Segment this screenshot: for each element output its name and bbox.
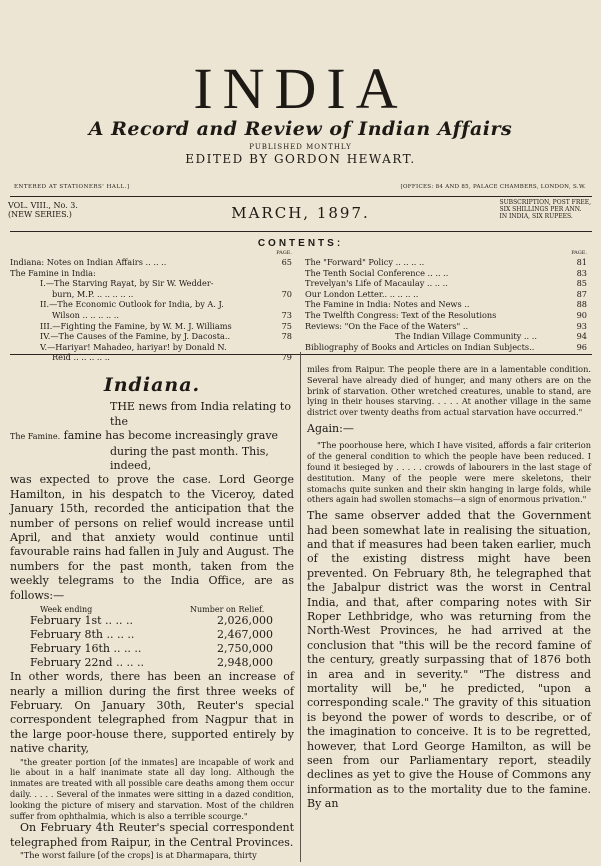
- paragraph: In other words, there has been an increase of nearly a million during the first three weeks of February. On January 30th, Reuter's special correspondent telegraphed from Nagpur that in the large poor-house there, supported entirely by native charity,: [10, 670, 294, 756]
- series-note: (NEW SERIES.): [8, 210, 72, 219]
- page-label: PAGE.: [276, 250, 292, 256]
- contents-item: Bibliography of Books and Articles on Indian Subjects.. 96: [305, 341, 587, 352]
- relief-row: February 16th .. .. .. 2,750,000: [30, 642, 273, 656]
- quotation: "The worst failure [of the crops] is at Dharmapara, thirty: [20, 850, 257, 861]
- contents-item: burn, M.P. .. .. .. .. .. 70: [52, 288, 292, 299]
- contents-heading: CONTENTS:: [257, 238, 344, 249]
- editor-line: EDITED BY GORDON HEWART.: [185, 152, 416, 166]
- paragraph: On February 4th Reuter's special correspondent telegraphed from Raipur, in the Central Provinces.: [10, 821, 294, 849]
- quotation: miles from Raipur. The people there are in a lamentable condition. Several have already died of hunger, and many others are on the brink of starvation. Other wretched creatures, unable to stand, are lying in their houses starving. . . . . At another village in the same district over twenty deaths from actual starvation have occurred.": [307, 364, 591, 418]
- contents-item: IV.—The Causes of the Famine, by J. Dacosta.. 78: [40, 331, 292, 342]
- contents-item: Wilson .. .. .. .. .. 73: [52, 309, 292, 320]
- contents-item: The Tenth Social Conference .. .. .. 83: [305, 267, 587, 278]
- contents-right: [305, 250, 587, 352]
- contents-item: III.—Fighting the Famine, by W. M. J. Williams 75: [40, 320, 292, 331]
- contents-item: Indiana: Notes on Indian Affairs .. .. .. 65: [10, 257, 292, 267]
- contents-item: II.—The Economic Outlook for India, by A. J.: [40, 299, 224, 310]
- contents-item: Reid .. .. .. .. .. 79: [52, 352, 292, 363]
- entered-note: ENTERED AT STATIONERS' HALL.]: [14, 184, 130, 190]
- magazine-title: INDIA: [193, 56, 408, 121]
- contents-left: [10, 250, 292, 363]
- magazine-subtitle: A Record and Review of Indian Affairs: [88, 118, 513, 140]
- subs-line: IN INDIA, SIX RUPEES.: [499, 213, 573, 220]
- col-number-relief: Number on Relief.: [190, 605, 265, 615]
- paragraph: Again:—: [307, 421, 354, 435]
- contents-item: The Famine in India: Notes and News .. 88: [305, 299, 587, 310]
- side-note: The Famine.: [10, 432, 61, 442]
- lead-text: THE news from India relating to the: [110, 400, 291, 428]
- contents-item: Trevelyan's Life of Macaulay .. .. .. 85: [305, 278, 587, 289]
- lead-line: [10, 429, 294, 444]
- lead-line: [10, 445, 294, 474]
- quotation: "the greater portion [of the inmates] are incapable of work and lie about in a half inanimate state all day long. Although the inmates are treated with all possible care deaths among them occur daily. . . . . Several of the inmates were sitting in a dazed condition, looking the picture of misery and starvation. Most of the children suffer from ophthalmia, which is also a terrible scourge.": [10, 756, 294, 821]
- contents-item: V.—Hariyar! Mahadeo, hariyar! by Donald N.: [40, 341, 227, 352]
- published-monthly: PUBLISHED MONTHLY: [249, 143, 352, 151]
- volume-number: VOL. VIII., No. 3.: [8, 201, 78, 210]
- contents-item: I.—The Starving Rayat, by Sir W. Wedder-: [40, 278, 214, 289]
- contents-item: The Famine in India:: [10, 267, 96, 278]
- rule-top: [10, 196, 592, 197]
- paragraph: The same observer added that the Government had been somewhat late in realising the situation, and that if measures had been taken earlier, much of the existing distress might have been prevented. On February 8th, he telegraphed that the Jabalpur district was the worst in Central India, and that, after comparing notes with Sir Roper Lethbridge, who was returning from the North-West Provinces, he had arrived at the conclusion that "this will be the record famine of the century, greatly surpassing that of 1876 both in area and in severity." "The distress and mortality will be," he predicted, "upon a corresponding scale." The gravity of this situation is beyond the power of words to describe, or of the imagination to conceive. It is to be regretted, however, that Lord George Hamilton, as will be seen from our Parliamentary report, steadily declines as yet to give the House of Commons any information as to the mortality due to the famine. By an: [307, 509, 591, 811]
- contents-item: Our London Letter.. .. .. .. .. 87: [305, 288, 587, 299]
- subs-line: SUBSCRIPTION, POST FREE,: [499, 199, 591, 206]
- subs-line: SIX SHILLINGS PER ANN.: [499, 206, 582, 213]
- rule-article: [10, 354, 592, 355]
- masthead: [0, 58, 601, 166]
- contents-item: The Twelfth Congress: Text of the Resolutions 90: [305, 309, 587, 320]
- issue-row: [0, 199, 601, 229]
- col-week-ending: Week ending: [40, 605, 93, 615]
- relief-row: February 8th .. .. .. 2,467,000: [30, 628, 273, 642]
- subscription-info: [500, 199, 592, 220]
- lead-text: famine has become increasingly grave: [63, 429, 279, 443]
- contents-item: Reviews: "On the Face of the Waters" .. 93: [305, 320, 587, 331]
- relief-row: February 1st .. .. .. 2,026,000: [30, 614, 273, 628]
- contents-item: The "Forward" Policy .. .. .. .. 81: [305, 257, 587, 267]
- paragraph: was expected to prove the case. Lord George Hamilton, in his despatch to the Viceroy, dated January 15th, recorded the anticipation that the number of persons on relief would increase until April, and that anxiety would continue until favourable rains had fallen in July and August. The numbers for the past month, taken from the weekly telegrams to the India Office, are as follows:—: [10, 473, 294, 602]
- issue-date: MARCH, 1897.: [231, 204, 370, 222]
- offices-note: [OFFICES: 84 AND 85, PALACE CHAMBERS, LONDON, S.W.: [400, 184, 586, 190]
- relief-row: February 22nd .. .. .. 2,948,000: [30, 656, 273, 670]
- rule-contents: [10, 231, 592, 232]
- contents-item: The Indian Village Community .. .. 94: [395, 331, 587, 342]
- page-label: PAGE.: [571, 250, 587, 256]
- article-lead: [10, 400, 294, 429]
- article-right-column: [307, 364, 591, 812]
- article-heading: Indiana.: [103, 374, 201, 396]
- article-left-column: [10, 376, 294, 861]
- quotation: "The poorhouse here, which I have visited, affords a fair criterion of the general condition to which the people have been reduced. I found it besieged by . . . . . crowds of labourers in the last stage of destitution. Many of the people were mere skeletons, their stomachs quite sunken and their skin hanging in large folds, while others again had swollen stomachs—a sign of enormous privation.": [307, 440, 591, 505]
- lead-text: during the past month. This, indeed,: [110, 444, 269, 473]
- relief-table-head: [10, 603, 294, 614]
- column-divider: [300, 352, 301, 862]
